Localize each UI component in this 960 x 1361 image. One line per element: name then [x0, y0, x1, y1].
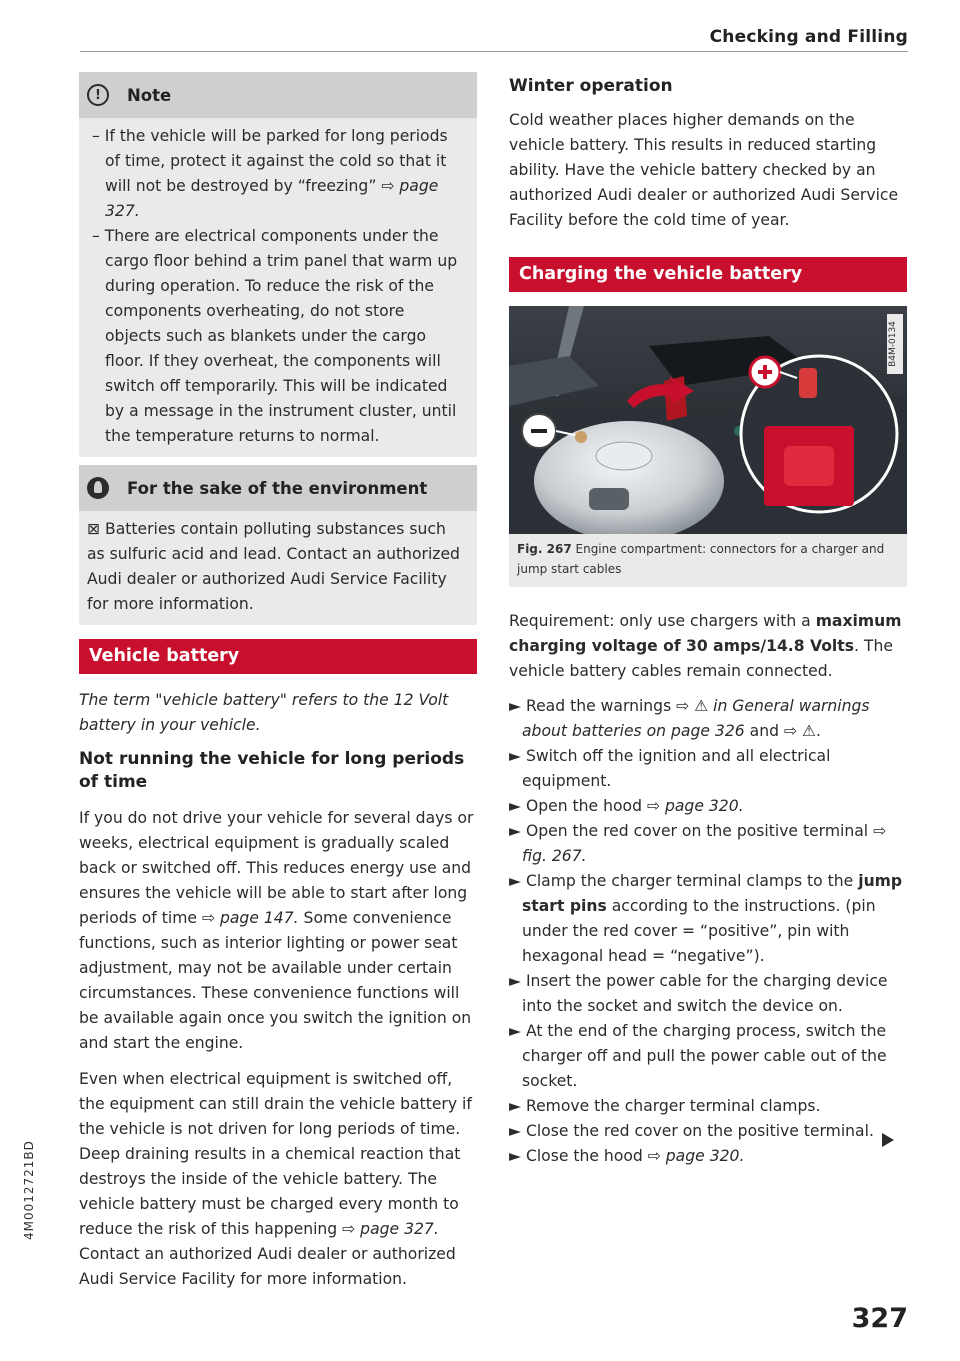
- figure-reference-link[interactable]: ⇨ fig. 267.: [522, 822, 887, 865]
- note-item: – There are electrical components under the cargo floor behind a trim panel that warm up during operation. To reduce the risk of the components overheating, do not store objects such as blankets under the cargo floor. If they overheat, the components will switch off temporarily. This will be indicated by a message in the instrument cluster, until the temperature returns to normal.: [92, 227, 458, 445]
- step-item: [509, 819, 907, 869]
- step-item: [509, 794, 907, 819]
- header-rule: [80, 51, 908, 52]
- step-text: ► Close the hood: [509, 1147, 648, 1165]
- note-item-text: – If the vehicle will be parked for long periods of time, protect it against the cold so that it will not be destroyed by “freezing”: [92, 127, 448, 195]
- environment-leaf-icon: [87, 477, 109, 499]
- step-item: ► At the end of the charging process, switch the charger off and pull the power cable out of the socket.: [509, 1022, 887, 1090]
- step-item: ► Remove the charger terminal clamps.: [509, 1097, 821, 1115]
- long-periods-paragraph: [79, 806, 477, 1056]
- page-number: 327: [851, 1303, 908, 1334]
- figure-label: Fig. 267: [517, 542, 572, 556]
- figure-267: [509, 306, 907, 587]
- continued-arrow-icon: [882, 1133, 894, 1147]
- figure-caption-text: Engine compartment: connectors for a charger and jump start cables: [517, 542, 885, 576]
- engine-compartment-image: [509, 306, 907, 534]
- step-item: ► Close the red cover on the positive terminal.: [509, 1122, 874, 1140]
- note-box: [79, 72, 477, 457]
- step-item: [509, 1144, 907, 1169]
- step-text: according to the instructions. (pin under the red cover = “positive”, pin with hexagonal head = “negative”).: [522, 897, 876, 965]
- page-reference-link[interactable]: ⇨ page 327.: [342, 1220, 439, 1238]
- vehicle-battery-intro: The term "vehicle battery" refers to the 12 Volt battery in your vehicle.: [79, 691, 449, 734]
- deep-draining-paragraph: [79, 1067, 477, 1292]
- note-item: [87, 124, 463, 224]
- section-header: Checking and Filling: [709, 27, 908, 47]
- exclamation-circle-icon: !: [87, 84, 109, 106]
- paragraph-text: Some convenience functions, such as interior lighting or power seat adjustment, may not be available under certain circumstances. These convenience functions will be available again once you switch the ignition on and start the engine.: [79, 909, 472, 1052]
- page-reference-link[interactable]: ⇨ page 147.: [201, 909, 299, 927]
- step-text: ► Open the hood: [509, 797, 647, 815]
- page-reference-link[interactable]: ⇨ page 320.: [646, 797, 744, 815]
- charging-heading: Charging the vehicle battery: [509, 257, 907, 292]
- vehicle-battery-heading: Vehicle battery: [79, 639, 477, 674]
- note-box-header: [79, 72, 477, 118]
- step-text: ► Open the red cover on the positive terminal: [509, 822, 874, 840]
- environment-box-header: [79, 465, 477, 511]
- step-text: ► Read the warnings ⇨ ⚠: [509, 697, 714, 715]
- document-code: 4M0012721BD: [22, 1140, 36, 1240]
- requirement-emphasis: maximum charging voltage of 30 amps/14.8 Volts: [509, 612, 902, 655]
- step-emphasis: jump start pins: [522, 872, 903, 915]
- note-title: Note: [127, 85, 172, 105]
- engine-compartment-illustration: [509, 306, 907, 534]
- step-item: ► Switch off the ignition and all electrical equipment.: [509, 747, 831, 790]
- page-reference-link[interactable]: ⇨ page 320.: [647, 1147, 745, 1165]
- right-column: [509, 72, 907, 1169]
- paragraph-text: Even when electrical equipment is switched off, the equipment can still drain the vehicle battery if the vehicle is not driven for long periods of time. Deep draining results in a chemical reaction that destroys the inside of the vehicle battery. The vehicle battery must be charged every month to reduce the risk of this happening: [79, 1070, 472, 1238]
- paragraph-text: Requirement: only use chargers with a: [509, 612, 816, 630]
- left-column: [79, 72, 477, 1303]
- environment-title: For the sake of the environment: [127, 478, 428, 498]
- figure-caption: [509, 534, 907, 587]
- step-item: ► Insert the power cable for the charging device into the socket and switch the device on.: [509, 972, 888, 1015]
- paragraph-text: Contact an authorized Audi dealer or authorized Audi Service Facility for more information.: [79, 1245, 456, 1288]
- page-reference-link[interactable]: ⇨ page 327.: [105, 177, 439, 220]
- long-periods-subheading: Not running the vehicle for long periods of time: [79, 749, 465, 792]
- requirement-paragraph: [509, 609, 907, 684]
- note-box-body: [79, 118, 477, 457]
- figure-code: B4M-0134: [888, 321, 898, 367]
- step-text: and ⇨ ⚠.: [744, 722, 821, 740]
- step-item: [509, 694, 907, 744]
- step-text: ► Clamp the charger terminal clamps to the: [509, 872, 859, 890]
- page-reference-link[interactable]: in General warnings about batteries on page 326: [522, 697, 870, 740]
- environment-box-body: [79, 511, 477, 625]
- winter-operation-text: Cold weather places higher demands on the vehicle battery. This results in reduced starting ability. Have the vehicle battery checked by an authorized Audi dealer or authorized Audi Service Facility before the cold time of year.: [509, 111, 899, 229]
- paragraph-text: . The vehicle battery cables remain connected.: [509, 637, 893, 680]
- step-item: [509, 869, 907, 969]
- winter-operation-heading: Winter operation: [509, 76, 673, 96]
- paragraph-text: If you do not drive your vehicle for several days or weeks, electrical equipment is gradually scaled back or switched off. This reduces energy use and ensures the vehicle will be able to start after long periods of time: [79, 809, 474, 927]
- environment-text: ⊠ Batteries contain polluting substances such as sulfuric acid and lead. Contact an authorized Audi dealer or authorized Audi Service Facility for more information.: [87, 520, 460, 613]
- environment-box: [79, 465, 477, 625]
